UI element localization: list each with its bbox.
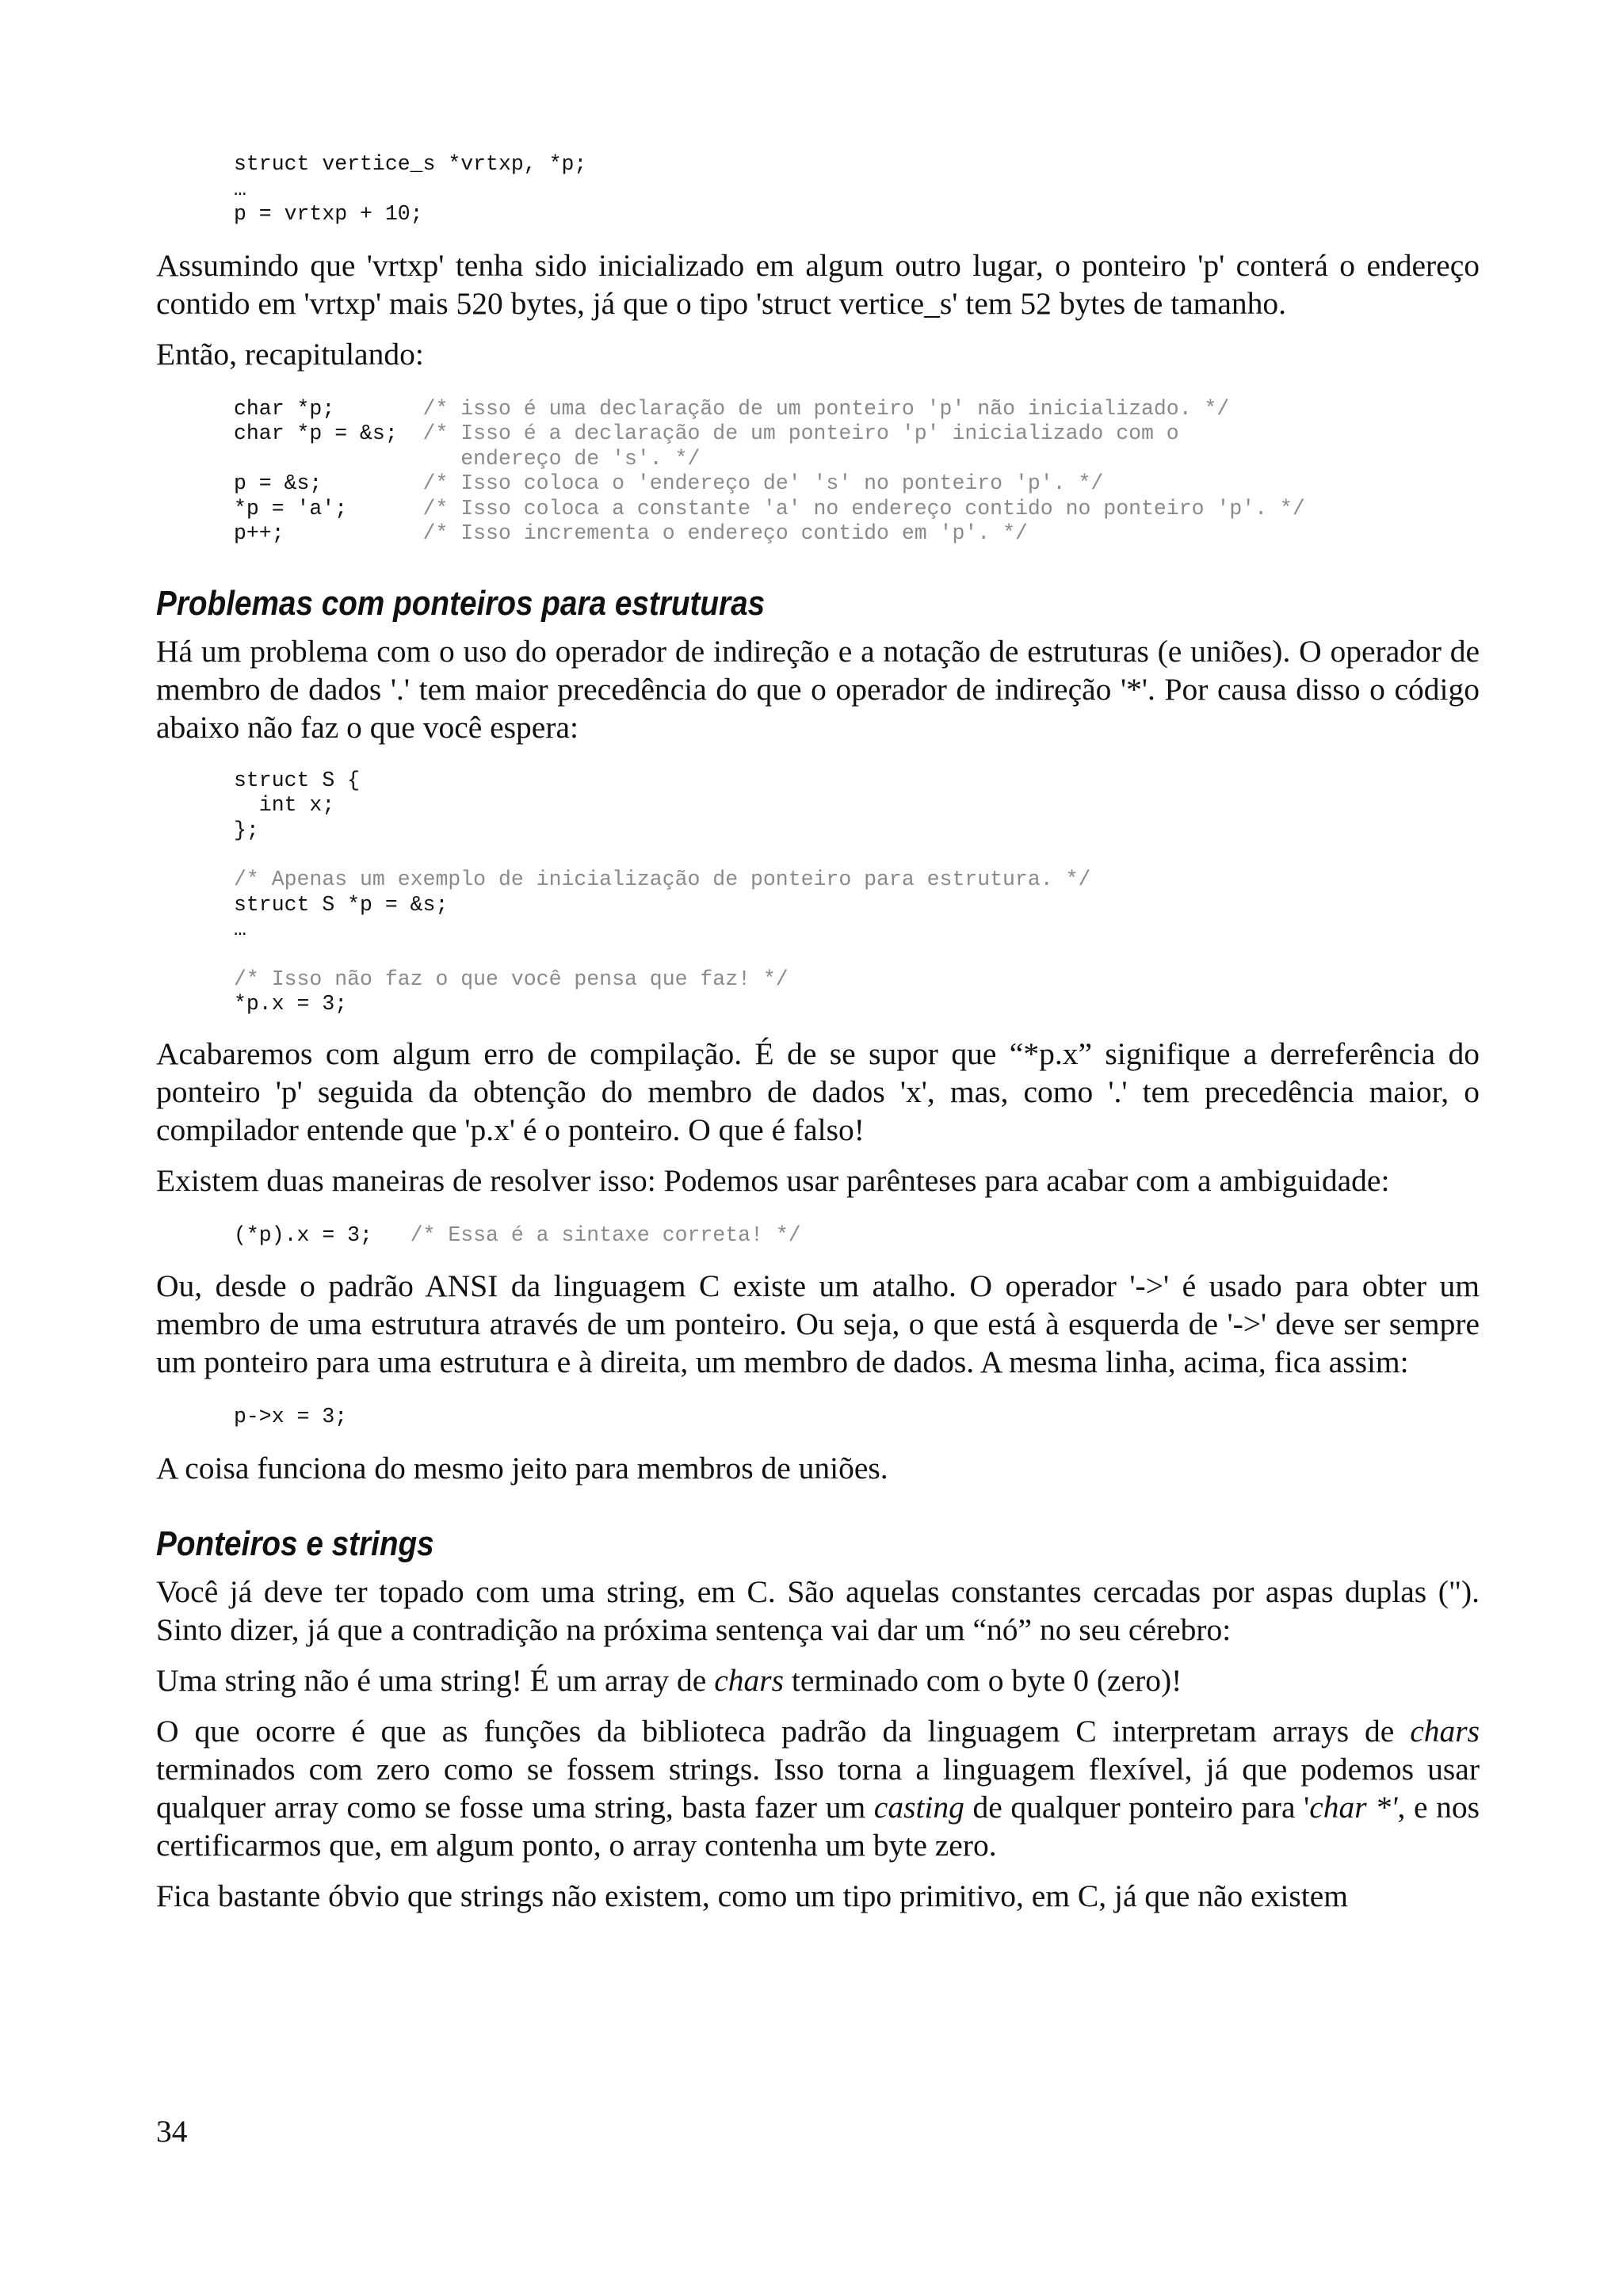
paragraph-strings-intro: Você já deve ter topado com uma string, em C. São aquelas constantes cercadas por aspas duplas ("). Sinto dizer, já que a contradição na próxima sentença vai dar um “nó” no seu cérebro: xyxy=(156,1573,1480,1647)
paragraph-unions: A coisa funciona do mesmo jeito para membros de uniões. xyxy=(156,1450,888,1486)
code-text xyxy=(234,447,423,471)
code-line: … xyxy=(234,917,246,941)
code-comment: /* Apenas um exemplo de inicialização de ponteiro para estrutura. */ xyxy=(234,868,1091,891)
code-comment: /* isso é uma declaração de um ponteiro 'p' não inicializado. */ xyxy=(422,396,1230,421)
code-text: p = &s; xyxy=(234,471,423,495)
paragraph-no-primitive-string: Fica bastante óbvio que strings não existem, como um tipo primitivo, em C, já que não existem xyxy=(156,1878,1349,1913)
paragraph-recap: Então, recapitulando: xyxy=(156,336,424,372)
emphasis-chars: chars xyxy=(1410,1713,1480,1749)
code-comment: endereço de 's'. */ xyxy=(422,446,701,471)
text-run: de qualquer ponteiro para ' xyxy=(964,1789,1310,1825)
text-run: , e nos certificarmos que, em algum ponto, o array contenha um byte zero. xyxy=(156,1789,1480,1863)
paragraph-arrow-operator: Ou, desde o padrão ANSI da linguagem C existe um atalho. O operador '->' é usado para obter um membro de uma estrutura através de um ponteiro. Ou seja, o que está à esquerda de '->' deve ser sempre um ponteiro para uma estrutura e à direita, um membro de dados. A mesma linha, acima, fica assim: xyxy=(156,1268,1480,1379)
code-block-recap xyxy=(156,397,1480,547)
text-run: Uma string não é uma string! É um array de xyxy=(156,1662,715,1698)
code-comment: /* Isso incrementa o endereço contido em 'p'. */ xyxy=(422,521,1028,545)
emphasis-char-pointer: char *' xyxy=(1309,1789,1398,1825)
code-line: *p.x = 3; xyxy=(234,992,348,1016)
text-run: terminados com zero como se fossem strings. Isso torna a linguagem flexível, já que podemos usar qualquer array como se fosse uma string, basta fazer um xyxy=(156,1751,1480,1825)
paragraph-pointer-arithmetic: Assumindo que 'vrtxp' tenha sido inicializado em algum outro lugar, o ponteiro 'p' conterá o endereço contido em 'vrtxp' mais 520 bytes, já que o tipo 'struct vertice_s' tem 52 bytes de tamanho. xyxy=(156,247,1480,321)
emphasis-chars: chars xyxy=(714,1662,784,1698)
page-content xyxy=(156,143,1480,1915)
code-line: struct vertice_s *vrtxp, *p; xyxy=(234,152,587,176)
code-block-arrow xyxy=(156,1405,1480,1430)
code-block-struct-example xyxy=(156,769,1480,1017)
code-line: p = vrtxp + 10; xyxy=(234,202,423,226)
code-comment: /* Isso é a declaração de um ponteiro 'p' inicializado com o xyxy=(422,421,1179,445)
code-comment: /* Isso coloca a constante 'a' no endereço contido no ponteiro 'p'. */ xyxy=(422,496,1305,521)
section-heading-strings: Ponteiros e strings xyxy=(156,1524,434,1563)
paragraph-string-is-array xyxy=(156,1661,1480,1699)
code-comment: /* Isso coloca o 'endereço de' 's' no ponteiro 'p'. */ xyxy=(422,471,1104,495)
emphasis-casting: casting xyxy=(873,1789,964,1825)
code-block-vertex-pointer xyxy=(156,152,1480,227)
text-run: O que ocorre é que as funções da biblioteca padrão da linguagem C interpretam arrays de xyxy=(156,1713,1411,1749)
code-line: struct S *p = &s; xyxy=(234,892,449,917)
paragraph-compile-error: Acabaremos com algum erro de compilação. É de se supor que “*p.x” signifique a derreferência do ponteiro 'p' seguida da obtenção do membro de dados 'x', mas, como '.' tem precedência maior, o compilador entende que 'p.x' é o ponteiro. O que é falso! xyxy=(156,1035,1480,1147)
code-block-parentheses xyxy=(156,1223,1480,1249)
code-line: int x; xyxy=(234,793,335,817)
code-text: *p = 'a'; xyxy=(234,496,423,521)
paragraph-stdlib-strings xyxy=(156,1712,1480,1864)
code-line: … xyxy=(234,177,246,201)
paragraph-precedence-problem: Há um problema com o uso do operador de indireção e a notação de estruturas (e uniões). O operador de membro de dados '.' tem maior precedência do que o operador de indireção '*'. Por causa disso o código abaixo não faz o que você espera: xyxy=(156,633,1480,745)
code-text: char *p = &s; xyxy=(234,421,423,445)
paragraph-two-ways: Existem duas maneiras de resolver isso: Podemos usar parênteses para acabar com a ambiguidade: xyxy=(156,1162,1390,1198)
page-number: 34 xyxy=(156,2114,188,2149)
code-comment: /* Essa é a sintaxe correta! */ xyxy=(410,1222,801,1247)
code-text: p++; xyxy=(234,521,423,545)
code-comment: /* Isso não faz o que você pensa que faz! */ xyxy=(234,967,789,991)
code-line: struct S { xyxy=(234,768,361,792)
code-text: char *p; xyxy=(234,396,423,421)
text-run: terminado com o byte 0 (zero)! xyxy=(784,1662,1182,1698)
code-line: }; xyxy=(234,818,259,842)
section-heading-struct-pointers: Problemas com ponteiros para estruturas xyxy=(156,583,766,623)
code-line: p->x = 3; xyxy=(234,1405,348,1428)
code-text: (*p).x = 3; xyxy=(234,1222,411,1247)
